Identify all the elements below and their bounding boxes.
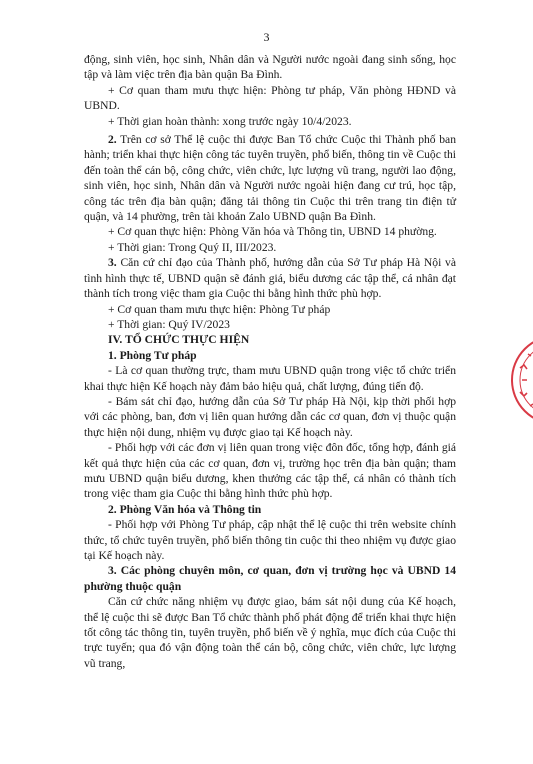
paragraph: Căn cứ chức năng nhiệm vụ được giao, bám sát nội dung của Kế hoạch, thể lệ cuộc thi sẽ được Ban Tổ chức thành phố phát động để triển khai thực hiện tốt công tác thông tin, tuyên truyền, phổ biến về ý nghĩa, mục đích của Cuộc thi trực tuyến; qua đó vận động toàn thể cán bộ, công chức, viên chức, lực lượng vũ trang,	[84, 595, 456, 670]
numbered-paragraph	[84, 255, 456, 301]
paragraph: - Bám sát chỉ đạo, hướng dẫn của Sở Tư pháp Hà Nội, kịp thời phối hợp với các phòng, ban, đơn vị liên quan hướng dẫn các cơ quan, đơn vị thuộc quận thực hiện nội dung, nhiệm vụ được giao tại Kế hoạch này.	[84, 394, 456, 439]
paragraph: + Thời gian hoàn thành: xong trước ngày 10/4/2023.	[108, 114, 352, 128]
paragraph: - Phối hợp với Phòng Tư pháp, cập nhật thể lệ cuộc thi trên website chính thức, tổ chức tuyên truyền, phổ biến thông tin cuộc thi theo nhiệm vụ được giao tại Kế hoạch này.	[84, 518, 456, 562]
paragraph: + Cơ quan thực hiện: Phòng Văn hóa và Thông tin, UBND 14 phường.	[108, 225, 437, 239]
item-number: 2.	[108, 133, 117, 147]
item-number: 3.	[108, 256, 117, 270]
paragraph: - Phối hợp với các đơn vị liên quan trong việc đôn đốc, tổng hợp, đánh giá kết quả thực hiện của các cơ quan, đơn vị, trường học trên địa bàn quận; tham mưu UBND quận biểu dương, khen thưởng các tập thể, cá nhân có thành tích trong việc tham gia Cuộc thi bằng hình thức phù hợp.	[84, 441, 456, 501]
red-seal-stamp	[508, 330, 533, 430]
subsection-heading: 3. Các phòng chuyên môn, cơ quan, đơn vị trường học và UBND 14 phường thuộc quận	[84, 564, 456, 593]
subsection-heading: 2. Phòng Văn hóa và Thông tin	[108, 502, 262, 516]
page-number: 3	[263, 30, 270, 44]
subsection-heading: 1. Phòng Tư pháp	[108, 348, 197, 362]
paragraph: + Thời gian: Trong Quý II, III/2023.	[108, 240, 277, 254]
section-heading: IV. TỔ CHỨC THỰC HIỆN	[108, 333, 250, 347]
paragraph: + Cơ quan tham mưu thực hiện: Phòng tư pháp, Văn phòng HĐND và UBND.	[84, 83, 456, 113]
document-body	[84, 52, 456, 671]
paragraph: + Cơ quan tham mưu thực hiện: Phòng Tư pháp	[108, 302, 331, 316]
paragraph: + Thời gian: Quý IV/2023	[108, 317, 230, 331]
paragraph-text: Căn cứ chỉ đạo của Thành phố, hướng dẫn của Sở Tư pháp Hà Nội và tình hình thực tế, UBND quận sẽ đánh giá, biểu dương các tập thể, cá nhân đạt thành tích trong việc tham gia Cuộc thi bằng hình thức phù hợp.	[84, 256, 456, 301]
seal-icon	[508, 330, 533, 430]
numbered-paragraph	[84, 132, 456, 224]
paragraph: động, sinh viên, học sinh, Nhân dân và Người nước ngoài đang sinh sống, học tập và làm việc trên địa bàn quận Ba Đình.	[84, 53, 456, 82]
paragraph-text: Trên cơ sở Thể lệ cuộc thi được Ban Tổ chức Cuộc thi Thành phố ban hành; triển khai thực hiện công tác tuyên truyền, phổ biến, thông tin về Cuộc thi đến toàn thể cán bộ, công chức, viên chức, lực lượng vũ trang, người lao động, sinh viên, học sinh, Nhân dân và Người nước ngoài hiện đang cư trú, học tập, công tác trên địa bàn quận; đăng tải thông tin Cuộc thi trên trang tin điện tử quận, và 14 phường, trên tài khoản Zalo UBND quận Ba Đình.	[84, 133, 456, 224]
paragraph: - Là cơ quan thường trực, tham mưu UBND quận trong việc tổ chức triển khai thực hiện Kế hoạch này đảm bảo hiệu quả, chất lượng, đúng tiến độ.	[84, 364, 456, 393]
